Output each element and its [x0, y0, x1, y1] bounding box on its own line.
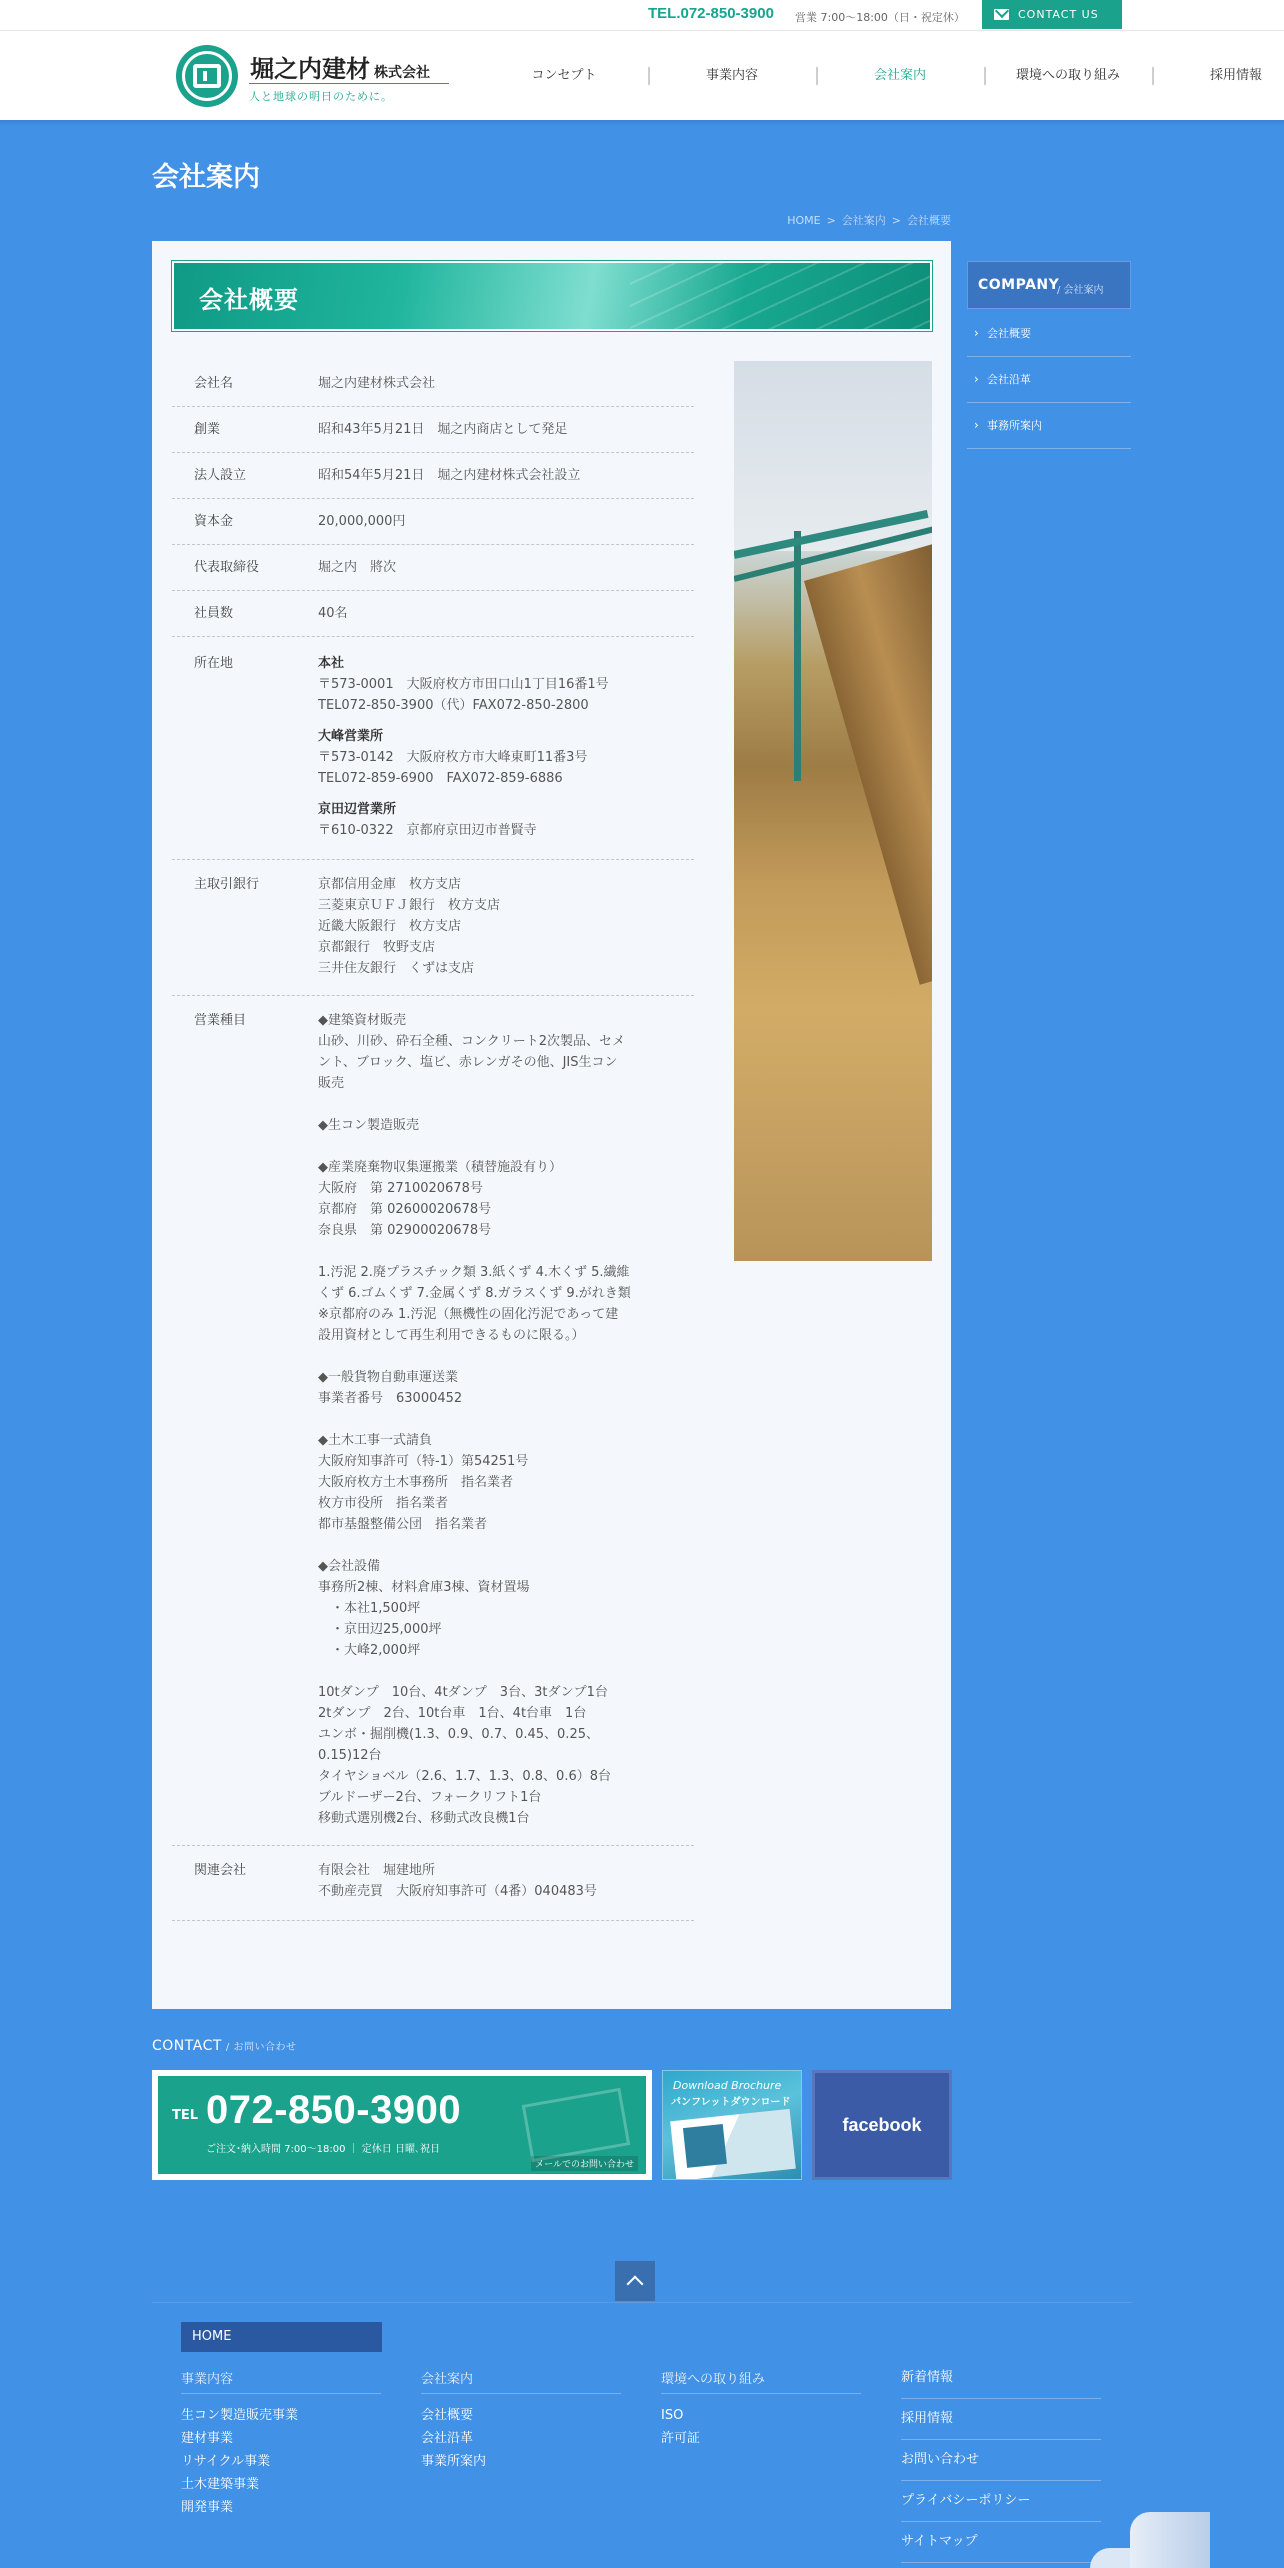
office-block — [318, 726, 694, 789]
contact-us-label: CONTACT US — [1018, 8, 1099, 21]
facebook-label: facebook — [842, 2115, 922, 2135]
value-line: 20,000,000円 — [318, 514, 406, 529]
value-gap — [318, 1136, 694, 1157]
row-value — [318, 1860, 694, 1902]
value-line: 〒573-0142 大阪府枚方市大峰東町11番3号 — [318, 750, 588, 765]
row-value — [318, 373, 694, 394]
tel-prefix: TEL — [172, 2108, 199, 2123]
facebook-banner[interactable] — [812, 2070, 952, 2180]
row-label: 営業種目 — [194, 1013, 247, 1028]
value-line: 京都銀行 牧野支店 — [318, 940, 436, 955]
row-label: 社員数 — [194, 606, 234, 621]
breadcrumb-home[interactable]: HOME — [787, 214, 821, 227]
global-nav — [480, 61, 1284, 91]
footer-link-contact[interactable]: お問い合わせ — [901, 2448, 1101, 2481]
value-line: 設用資材として再生利用できるものに限る。） — [318, 1328, 585, 1343]
sidebar-menu — [967, 311, 1131, 449]
company-info-table — [172, 361, 694, 1921]
row-value — [318, 511, 694, 532]
value-line: 京都信用金庫 枚方支店 — [318, 877, 462, 892]
nav-concept[interactable]: コンセプト — [531, 68, 597, 83]
office-name: 京田辺営業所 — [318, 802, 397, 817]
value-line: 事業者番号 63000452 — [318, 1391, 463, 1406]
nav-environment[interactable]: 環境への取り組み — [984, 61, 1152, 91]
brochure-image — [670, 2109, 796, 2180]
breadcrumb-company[interactable]: 会社案内 — [841, 214, 886, 227]
site-header — [0, 30, 1284, 120]
brochure-title-jp: パンフレットダウンロード — [671, 2097, 791, 2108]
value-gap — [318, 1346, 694, 1367]
breadcrumb-separator: > — [891, 214, 901, 227]
header-tel[interactable]: TEL.072-850-3900 — [648, 5, 774, 22]
value-line: ・京田辺25,000坪 — [318, 1622, 442, 1637]
value-line: 堀之内 將次 — [318, 560, 397, 575]
tel-banner-inner — [158, 2076, 646, 2174]
value-line: ※京都府のみ 1.汚泥（無機性の固化汚泥であって建 — [318, 1307, 619, 1322]
value-line: ◆会社設備 — [318, 1559, 380, 1574]
contact-title-en: CONTACT — [152, 2038, 222, 2054]
row-value — [318, 419, 694, 440]
footer-link[interactable]: 許可証 — [661, 2431, 701, 2446]
nav-company[interactable]: 会社案内 — [816, 61, 984, 91]
footer-link[interactable]: リサイクル事業 — [181, 2454, 271, 2469]
footer-link-news[interactable]: 新着情報 — [901, 2366, 1101, 2399]
sidebar-item-offices[interactable]: › 事務所案内 — [967, 403, 1131, 449]
tel-note: ご注文･納入時間 7:00～18:00 ｜ 定休日 日曜､祝日 — [206, 2144, 440, 2155]
tel-number: 072-850-3900 — [206, 2088, 462, 2132]
value-line: ブルドーザー2台、フォークリフト1台 — [318, 1790, 542, 1805]
table-row — [172, 407, 694, 453]
value-line: 京都府 第 02600020678号 — [318, 1202, 492, 1217]
brochure-download-banner[interactable] — [662, 2070, 802, 2180]
footer-link-privacy[interactable]: プライバシーポリシー — [901, 2489, 1101, 2522]
value-line: 〒610-0322 京都府京田辺市普賢寺 — [318, 823, 537, 838]
photo-post — [794, 531, 801, 781]
logo-tagline: 人と地球の明日のために。 — [249, 83, 449, 104]
footer-column-head[interactable]: 会社案内 — [421, 2368, 621, 2394]
footer-link-recruit[interactable]: 採用情報 — [901, 2407, 1101, 2440]
nav-recruit[interactable]: 採用情報 — [1152, 61, 1284, 91]
value-line: 堀之内建材株式会社 — [318, 376, 436, 391]
value-line: 2tダンプ 2台、10t台車 1台、4t台車 1台 — [318, 1706, 587, 1721]
value-line: ユンボ・掘削機(1.3、0.9、0.7、0.45、0.25、 — [318, 1727, 599, 1742]
value-line: 枚方市役所 指名業者 — [318, 1496, 449, 1511]
value-line: 販売 — [318, 1076, 345, 1091]
row-label: 法人設立 — [194, 468, 247, 483]
table-row-related — [172, 1846, 694, 1921]
value-line: 10tダンプ 10台、4tダンプ 3台、3tダンプ1台 — [318, 1685, 608, 1700]
brochure-title-en: Download Brochure — [673, 2079, 782, 2092]
photo-belt — [804, 542, 932, 984]
value-line: ・大峰2,000坪 — [318, 1643, 421, 1658]
section-banner — [172, 261, 932, 331]
row-value — [318, 465, 694, 486]
footer-column-environment — [661, 2368, 861, 2450]
table-row — [172, 453, 694, 499]
value-line: TEL072-850-3900（代）FAX072-850-2800 — [318, 698, 589, 713]
value-line: TEL072-859-6900 FAX072-859-6886 — [318, 771, 563, 786]
office-name: 本社 — [318, 656, 345, 671]
table-row-business — [172, 996, 694, 1846]
footer-link[interactable]: 土木建築事業 — [181, 2477, 260, 2492]
sidebar-item-overview[interactable]: › 会社概要 — [967, 311, 1131, 357]
contact-us-button[interactable] — [982, 0, 1122, 29]
row-value — [318, 557, 694, 578]
contact-title-jp: / お問い合わせ — [225, 2042, 297, 2053]
value-line: 〒573-0001 大阪府枚方市田口山1丁目16番1号 — [318, 677, 609, 692]
value-line: ・本社1,500坪 — [318, 1601, 421, 1616]
footer-link[interactable]: 開発事業 — [181, 2500, 234, 2515]
value-line: 山砂、川砂、砕石全種、コンクリート2次製品、セメ — [318, 1034, 626, 1049]
banner-stripes — [630, 263, 930, 329]
value-line: 昭和43年5月21日 堀之内商店として発足 — [318, 422, 568, 437]
value-gap — [318, 1409, 694, 1430]
row-label: 関連会社 — [194, 1863, 247, 1878]
row-label: 創業 — [194, 422, 221, 437]
row-value — [318, 1010, 694, 1829]
value-line: 大阪府知事許可（特-1）第54251号 — [318, 1454, 529, 1469]
table-row — [172, 545, 694, 591]
table-row — [172, 361, 694, 407]
value-line: ◆一般貨物自動車運送業 — [318, 1370, 458, 1385]
sidebar-item-history[interactable]: › 会社沿革 — [967, 357, 1131, 403]
value-line: 40名 — [318, 606, 348, 621]
footer-side-links — [901, 2366, 1101, 2568]
main-panel — [152, 241, 951, 2009]
footer-link[interactable]: ISO — [661, 2408, 684, 2423]
footer-link[interactable]: 会社概要 — [421, 2408, 474, 2423]
value-line: 奈良県 第 02900020678号 — [318, 1223, 492, 1238]
logo-k-mark — [193, 64, 221, 88]
value-gap — [318, 1241, 694, 1262]
footer-column-business — [181, 2368, 381, 2519]
value-gap — [318, 1535, 694, 1556]
value-line: 大阪府 第 2710020678号 — [318, 1181, 483, 1196]
value-line: 三菱東京ＵＦＪ銀行 枚方支店 — [318, 898, 501, 913]
footer-link[interactable]: 生コン製造販売事業 — [181, 2408, 299, 2423]
row-label: 代表取締役 — [194, 560, 260, 575]
row-value — [318, 874, 694, 979]
row-value — [318, 603, 694, 624]
row-value — [318, 653, 694, 841]
footer-divider — [152, 2302, 1132, 2303]
value-line: 昭和54年5月21日 堀之内建材株式会社設立 — [318, 468, 581, 483]
footer-column-head[interactable]: 環境への取り組み — [661, 2368, 861, 2394]
breadcrumb — [787, 212, 951, 228]
value-line: 都市基盤整備公団 指名業者 — [318, 1517, 488, 1532]
value-line: 近畿大阪銀行 枚方支店 — [318, 919, 462, 934]
footer-link-sitemap[interactable]: サイトマップ — [901, 2530, 1101, 2563]
logo-company-name: 堀之内建材 — [250, 55, 370, 83]
sidebar-title-jp: / 会社案内 — [1057, 285, 1104, 296]
footer-column-head[interactable]: 事業内容 — [181, 2368, 381, 2394]
value-line: ◆生コン製造販売 — [318, 1118, 419, 1133]
breadcrumb-separator: > — [826, 214, 836, 227]
value-line: 移動式選別機2台、移動式改良機1台 — [318, 1811, 530, 1826]
office-block — [318, 799, 694, 841]
nav-business[interactable]: 事業内容 — [648, 61, 816, 91]
value-line: 有限会社 堀建地所 — [318, 1863, 436, 1878]
business-hours: 営業 7:00～18:00（日・祝定休） — [795, 11, 965, 24]
table-row-address — [172, 637, 694, 860]
office-name: 大峰営業所 — [318, 729, 384, 744]
sidebar-header — [967, 261, 1131, 309]
value-line: ◆産業廃棄物収集運搬業（積替施設有り） — [318, 1160, 562, 1175]
breadcrumb-current: 会社概要 — [907, 214, 951, 227]
table-row — [172, 591, 694, 637]
value-line: ◆土木工事一式請負 — [318, 1433, 432, 1448]
top-bar — [0, 0, 1284, 30]
table-row-banks — [172, 860, 694, 996]
mail-icon — [994, 9, 1009, 20]
footer-link[interactable]: 建材事業 — [181, 2431, 234, 2446]
row-label: 主取引銀行 — [194, 877, 260, 892]
row-label: 所在地 — [194, 656, 234, 671]
page-title: 会社案内 — [152, 162, 260, 193]
value-gap — [318, 1661, 694, 1682]
value-line: ント、ブロック、塩ビ、赤レンガその他、JIS生コン — [318, 1055, 618, 1070]
row-label: 会社名 — [194, 376, 234, 391]
value-line: ◆建築資材販売 — [318, 1013, 406, 1028]
logo-icon[interactable] — [176, 45, 238, 107]
value-line: 大阪府枚方土木事務所 指名業者 — [318, 1475, 514, 1490]
conveyor-photo — [734, 361, 932, 1261]
value-line: 不動産売買 大阪府知事許可（4番）040483号 — [318, 1884, 597, 1899]
value-line: タイヤショベル（2.6、1.7、1.3、0.8、0.6）8台 — [318, 1769, 611, 1784]
value-gap — [318, 1094, 694, 1115]
row-label: 資本金 — [194, 514, 234, 529]
value-line: 三井住友銀行 くずは支店 — [318, 961, 475, 976]
page-top-button[interactable] — [615, 2261, 655, 2301]
logo-company-suffix: 株式会社 — [374, 65, 430, 81]
footer-home-link[interactable]: HOME — [181, 2322, 382, 2352]
logo-text[interactable] — [250, 49, 430, 84]
footer-link[interactable]: 会社沿革 — [421, 2431, 474, 2446]
section-title: 会社概要 — [199, 286, 299, 314]
envelope-icon — [522, 2088, 631, 2162]
footer-link[interactable]: 事業所案内 — [421, 2454, 487, 2469]
header-shadow — [0, 120, 1284, 126]
sidebar-title-en: COMPANY — [978, 277, 1060, 293]
value-line: くず 6.ゴムくず 7.金属くず 8.ガラスくず 9.がれき類 — [318, 1286, 631, 1301]
tel-banner[interactable] — [152, 2070, 652, 2180]
table-row — [172, 499, 694, 545]
office-block — [318, 653, 694, 716]
footer-column-company — [421, 2368, 621, 2473]
value-line: 1.汚泥 2.廃プラスチック類 3.紙くず 4.木くず 5.繊維 — [318, 1265, 630, 1280]
value-line: 0.15)12台 — [318, 1748, 382, 1763]
mail-inquiry-link[interactable]: メールでのお問い合わせ — [531, 2156, 638, 2171]
main-panel-inner — [152, 241, 951, 2009]
contact-heading — [152, 2038, 296, 2054]
value-line: 事務所2棟、材料倉庫3棟、資材置場 — [318, 1580, 530, 1595]
building-illustration — [1130, 2512, 1210, 2568]
